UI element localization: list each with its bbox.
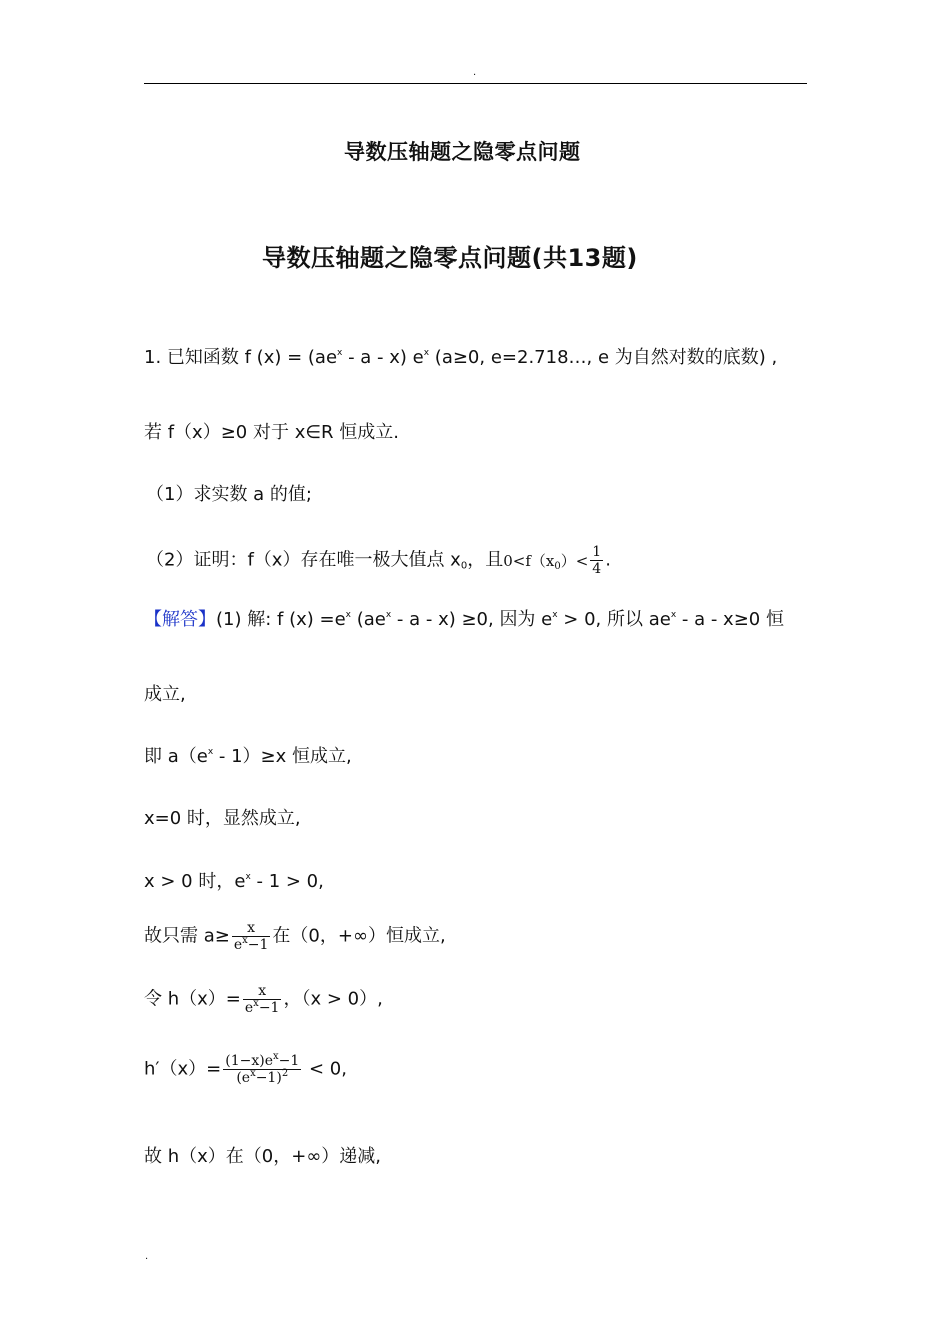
page-title: 导数压轴题之隐零点问题 (344, 140, 581, 164)
problem-statement-line-2: 若 f（x）≥0 对于 x∈R 恒成立. (144, 422, 399, 443)
fraction-one-quarter: $\frac{1}{4}$ (592, 544, 602, 577)
header-rule (144, 83, 807, 84)
exponent: x (245, 872, 251, 882)
solution-line-6 (144, 920, 446, 953)
problem-statement-line-1 (144, 346, 777, 370)
solution-line-4: x=0 时，显然成立, (144, 808, 301, 829)
exponent: x (670, 610, 677, 620)
exponent: x (385, 610, 392, 620)
section-heading: 导数压轴题之隐零点问题(共13题) (262, 244, 638, 272)
solution-text: ，（x > 0）, (283, 988, 383, 1010)
exponent: x (552, 610, 558, 620)
exponent: x (345, 610, 351, 620)
problem-text: - a - x) e (342, 347, 424, 368)
solution-text: (1) 解: f (x) =e (216, 609, 346, 630)
part2-text: （2）证明：f（x）存在唯一极大值点 x (146, 549, 461, 571)
exponent: x (207, 747, 214, 757)
solution-text: 故只需 a≥ (144, 925, 230, 947)
part2-text: ，且 (467, 549, 504, 571)
solution-text: (ae (350, 609, 386, 630)
solution-text: 即 a（e (144, 746, 208, 767)
problem-part-1: （1）求实数 a 的值; (146, 484, 312, 505)
exponent: x (423, 348, 430, 358)
solution-text: > 0, 所以 ae (557, 609, 671, 630)
fraction-x-over-ex-minus-1: $\frac{x}{e^x-1}$ (233, 920, 269, 953)
solution-line-3 (144, 745, 352, 769)
answer-tag: 【解答】 (144, 609, 216, 630)
footer-dot: . (145, 1251, 149, 1262)
fraction-h-definition: $\frac{x}{e^x-1}$ (244, 983, 280, 1016)
solution-text: x > 0 时，e (144, 871, 246, 892)
solution-text: 在（0，+∞）恒成立, (272, 925, 446, 947)
exponent: x (337, 348, 343, 358)
solution-text: - 1 > 0, (250, 871, 324, 892)
solution-text: < 0, (303, 1058, 347, 1080)
solution-text: - a - x) ≥0, 因为 e (391, 609, 553, 630)
problem-part-2 (146, 544, 611, 577)
solution-text: - a - x≥0 恒 (676, 609, 784, 630)
subscript: 0 (460, 560, 468, 572)
solution-text: h′（x）= (144, 1058, 222, 1080)
solution-line-1 (144, 608, 784, 632)
solution-line-5 (144, 870, 324, 894)
problem-text: (a≥0, e=2.718…, e 为自然对数的底数) , (429, 347, 778, 368)
solution-text: 令 h（x）= (144, 988, 241, 1010)
period: . (605, 549, 611, 571)
problem-text: 1. 已知函数 f (x) = (ae (144, 347, 338, 368)
solution-line-8 (144, 1053, 347, 1086)
fraction-h-derivative: $\frac{(1-x)e^x-1}{(e^x-1)^2}$ (225, 1051, 300, 1086)
inequality: $0<f(x_0)<$ (503, 551, 589, 572)
solution-line-9: 故 h（x）在（0，+∞）递减, (144, 1146, 382, 1167)
solution-text: - 1）≥x 恒成立, (213, 746, 352, 767)
solution-line-7 (144, 983, 383, 1016)
header-dot: . (473, 67, 477, 78)
solution-line-2: 成立, (144, 684, 186, 705)
